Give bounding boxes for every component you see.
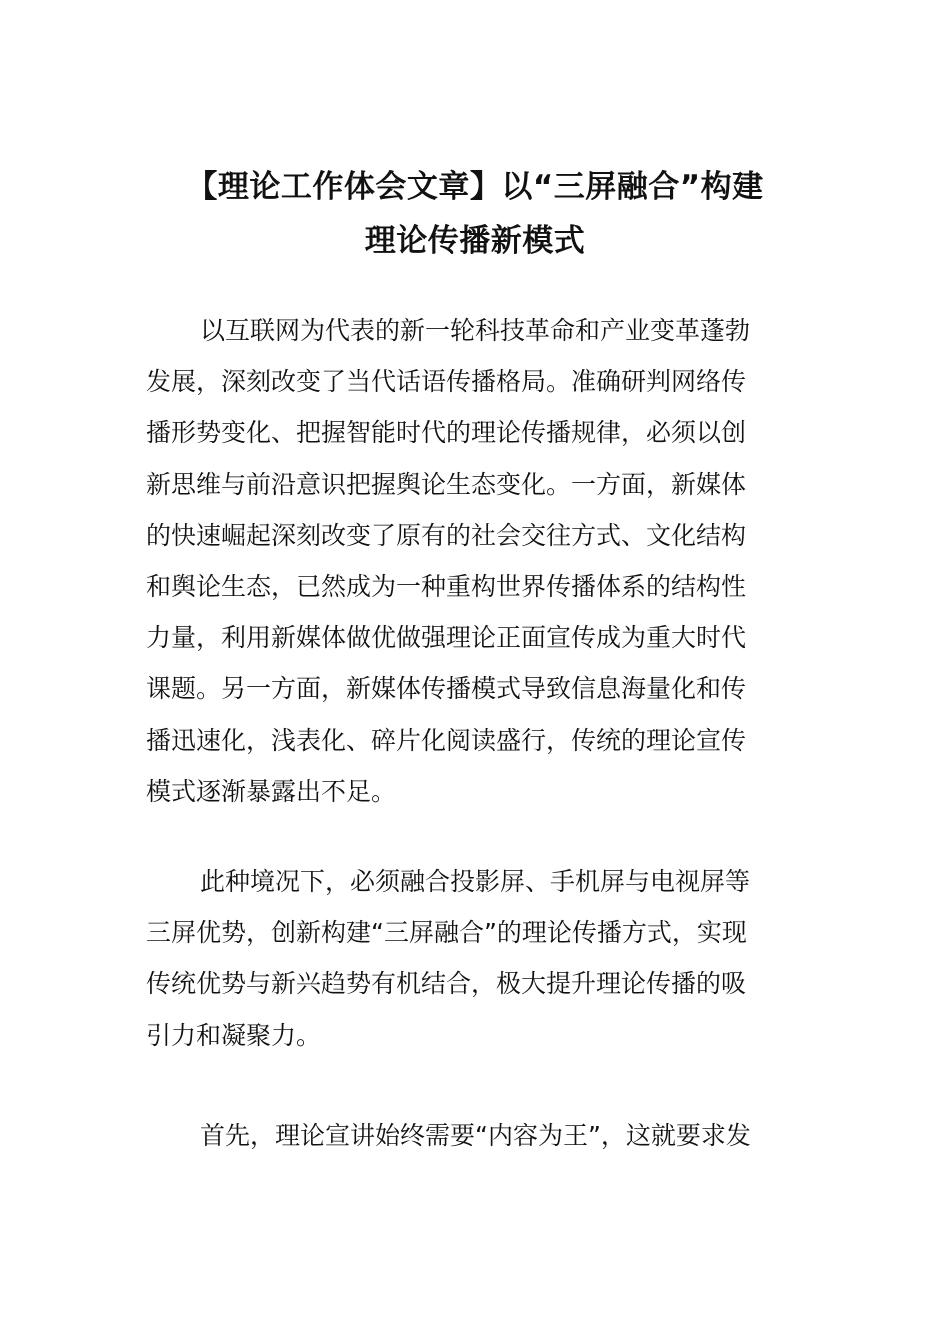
title-line: 【理论工作体会文章】以“三屏融合”构建 [186,169,764,205]
text-line: 新思维与前沿意识把握舆论生态变化。一方面，新媒体 [146,469,747,499]
title-line: 理论传播新模式 [364,223,586,259]
body-paragraph [146,1110,816,1161]
text-line: 模式逐渐暴露出不足。 [146,776,397,806]
text-line: 播迅速化，浅表化、碎片化阅读盛行，传统的理论宣传 [146,725,747,755]
text-line: 引力和凝聚力。 [146,1020,322,1050]
text-line: 此种境况下，必须融合投影屏、手机屏与电视屏等 [200,867,751,896]
body-paragraph [146,305,816,817]
text-line: 的快速崛起深刻改变了原有的社会交往方式、文化结构 [146,520,747,550]
text-line: 发展，深刻改变了当代话语传播格局。准确研判网络传 [146,367,747,397]
text-line: 三屏优势，创新构建“三屏融合”的理论传播方式，实现 [146,918,747,948]
text-line: 力量，利用新媒体做优做强理论正面宣传成为重大时代 [146,623,747,653]
document-title [120,160,830,268]
text-line: 传统优势与新兴趋势有机结合，极大提升理论传播的吸 [146,969,747,999]
body-paragraph [146,856,816,1061]
text-line: 课题。另一方面，新媒体传播模式导致信息海量化和传 [146,674,747,704]
text-line: 播形势变化、把握智能时代的理论传播规律，必须以创 [146,418,747,448]
text-line: 首先，理论宣讲始终需要“内容为王”，这就要求发 [200,1121,751,1150]
text-line: 和舆论生态，已然成为一种重构世界传播体系的结构性 [146,572,747,602]
text-line: 以互联网为代表的新一轮科技革命和产业变革蓬勃 [200,316,751,345]
